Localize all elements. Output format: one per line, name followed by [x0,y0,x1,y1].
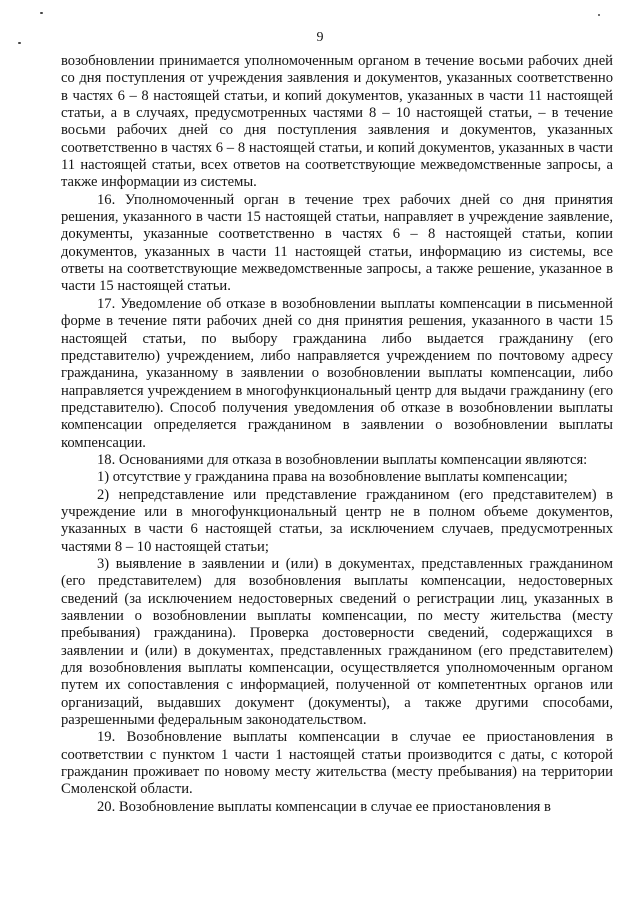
list-item-2: 2) непредставление или представление гражданином (его представителем) в учреждение или в многофункциональный центр не в полном объеме документов, указанных в части 6 настоящей статьи, за исключением случаев, предусмотренных частями 8 – 10 настоящей статьи; [61,486,613,555]
paragraph-18: 18. Основаниями для отказа в возобновлении выплаты компенсации являются: [97,451,588,468]
paragraph-continuation: возобновлении принимается уполномоченным органом в течение восьми рабочих дней со дня поступления от учреждения заявления и документов, указанных соответственно в частях 6 – 8 настоящей статьи, и копий документов, указанных в части 11 настоящей статьи, а в случаях, предусмотренных частями 8 – 10 настоящей статьи, – в течение восьми рабочих дней со дня поступления заявления и документов, указанных соответственно в частях 6 – 8 настоящей статьи, и копий документов, указанных в части 11 настоящей статьи, всех ответов на соответствующие межведомственные запросы, а также информации из системы. [61,53,613,191]
paragraph-19: 19. Возобновление выплаты компенсации в случае ее приостановления в соответствии с пунктом 1 части 1 настоящей статьи производится с даты, с которой гражданин проживает по новому месту жительства (месту пребывания) на территории Смоленской области. [61,729,613,798]
list-item-1: 1) отсутствие у гражданина права на возобновление выплаты компенсации; [97,469,568,486]
paragraph-20: 20. Возобновление выплаты компенсации в случае ее приостановления в [97,798,551,815]
page-number: 9 [316,30,324,45]
scan-speck [40,12,43,14]
list-item-3: 3) выявление в заявлении и (или) в документах, представленных гражданином (его представителем) для возобновления выплаты компенсации, недостоверных сведений (за исключением недостоверных сведений о регистрации лиц, указанных в заявлении о возобновлении выплаты компенсации, по месту жительства (месту пребывания) гражданина). Проверка достоверности сведений, содержащихся в заявлении и (или) в документах, представленных гражданином (его представителем) для возобновления выплаты компенсации, осуществляется уполномоченным органом путем их сопоставления с информацией, полученной от компетентных органов или организаций, выдавших документ (документы), а также другими способами, разрешенными федеральным законодательством. [61,555,613,729]
scan-speck [18,42,21,44]
document-body [61,53,613,816]
paragraph-17: 17. Уведомление об отказе в возобновлении выплаты компенсации в письменной форме в течение пяти рабочих дней со дня принятия решения, указанного в части 15 настоящей статьи, по выбору гражданина либо выдается гражданину (его представителю) учреждением, либо направляется учреждением по почтовому адресу гражданина, указанному в заявлении о возобновлении выплаты компенсации, либо направляется учреждением в многофункциональный центр для выдачи гражданину (его представителю). Способ получения уведомления об отказе в возобновлении выплаты компенсации определяется гражданином в заявлении о возобновлении выплаты компенсации. [61,295,613,451]
scan-speck [598,14,600,16]
paragraph-16: 16. Уполномоченный орган в течение трех рабочих дней со дня принятия решения, указанного в части 15 настоящей статьи, направляет в учреждение заявление, документы, указанные соответственно в частях 6 – 8 настоящей статьи, копии документов, указанных в части 11 настоящей статьи, информацию из системы, все ответы на соответствующие межведомственные запросы, а также решение, указанное в части 15 настоящей статьи. [61,191,613,295]
